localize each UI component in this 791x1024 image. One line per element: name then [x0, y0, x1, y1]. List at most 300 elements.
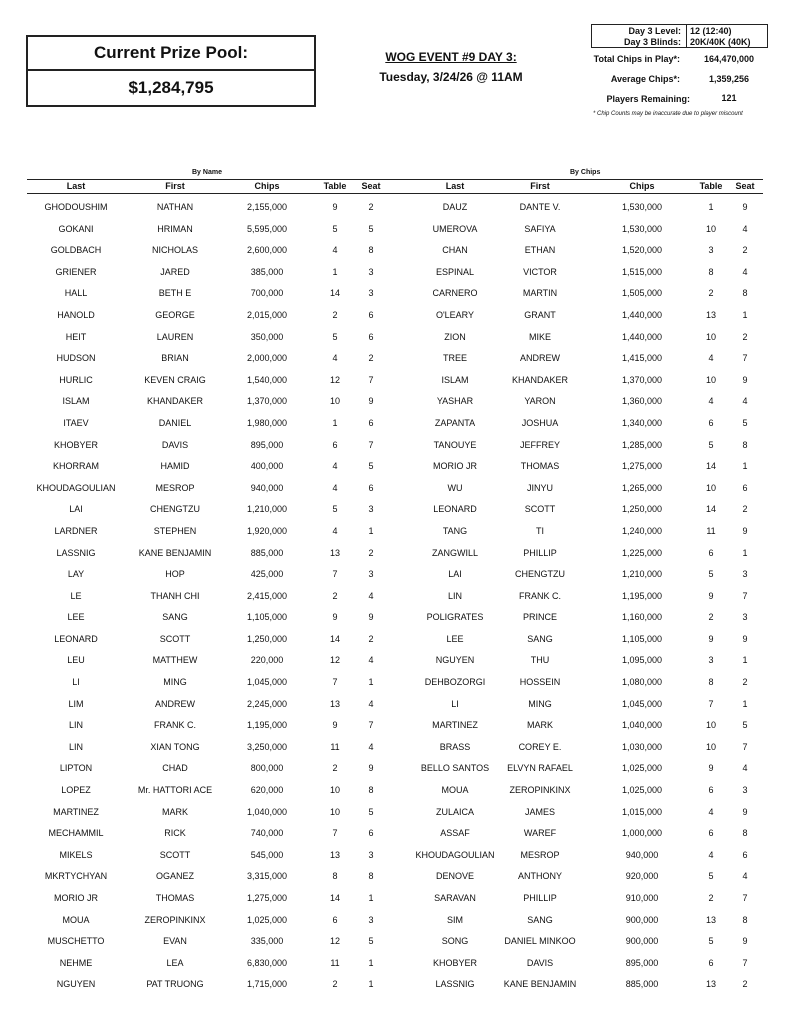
by-name-first-cell: NICHOLAS: [151, 245, 198, 256]
by-chips-table-cell: 5: [708, 936, 714, 947]
players-remaining-label: Players Remaining:: [606, 94, 690, 104]
by-chips-chips-cell: 900,000: [625, 914, 659, 925]
by-name-seat-cell: 4: [368, 741, 374, 752]
by-chips-last-cell: O'LEARY: [435, 309, 475, 320]
by-chips-chips-cell: 895,000: [625, 957, 659, 968]
by-chips-table-cell: 3: [708, 655, 714, 666]
by-name-last-cell: GHODOUSHIM: [44, 202, 108, 212]
by-chips-seat-cell: 9: [742, 806, 748, 817]
by-chips-chips-cell: 1,030,000: [621, 741, 663, 752]
prize-pool-box: [26, 35, 316, 107]
by-name-table-cell: 2: [332, 979, 338, 990]
by-chips-last-cell: NGUYEN: [435, 655, 475, 666]
prize-pool-title: Current Prize Pool:: [28, 37, 314, 71]
by-name-last-cell: HUDSON: [56, 353, 96, 364]
by-chips-chips-cell: 1,265,000: [621, 482, 663, 493]
by-chips-seat-cell: 3: [742, 612, 748, 623]
by-name-first-cell: KEVEN CRAIG: [144, 374, 206, 385]
by-name-table-cell: 14: [329, 633, 340, 644]
by-chips-last-cell: ZULAICA: [435, 806, 474, 817]
by-name-first-cell: SCOTT: [159, 633, 191, 644]
by-name-seat-cell: 6: [368, 828, 374, 839]
players-remaining-value: 121: [721, 93, 737, 103]
table-row: [0, 737, 791, 759]
by-chips-chips-cell: 1,530,000: [621, 202, 663, 212]
by-name-table-cell: 2: [332, 763, 338, 774]
by-chips-table-cell: 14: [705, 504, 716, 515]
by-name-first-cell: HRIMAN: [157, 223, 193, 234]
by-chips-chips-cell: 1,080,000: [621, 677, 663, 688]
by-name-last-cell: LIN: [68, 720, 83, 731]
by-name-chips-cell: 1,980,000: [246, 417, 288, 428]
by-name-seat-cell: 4: [368, 590, 374, 601]
by-chips-chips-cell: 1,515,000: [621, 266, 663, 277]
by-name-table-cell: 12: [329, 936, 340, 947]
by-name-table-cell: 10: [329, 396, 340, 407]
by-name-chips-cell: 425,000: [250, 569, 284, 580]
by-chips-seat-cell: 4: [742, 223, 748, 234]
by-chips-first-cell: JEFFREY: [519, 439, 560, 450]
table-row: [0, 694, 791, 716]
by-name-last-cell: NEHME: [59, 957, 93, 968]
by-name-last-cell: LIN: [68, 741, 83, 752]
by-name-seat-cell: 4: [368, 698, 374, 709]
by-chips-seat-cell: 1: [742, 461, 748, 472]
by-chips-chips-cell: 920,000: [625, 871, 659, 882]
by-name-seat-cell: 9: [368, 763, 374, 774]
by-chips-first-cell: WAREF: [523, 828, 557, 839]
by-name-chips-cell: 400,000: [250, 461, 284, 472]
by-chips-seat-cell: 2: [742, 979, 748, 990]
by-name-seat-cell: 8: [368, 785, 374, 796]
by-chips-first-cell: SANG: [527, 914, 553, 925]
by-name-first-cell: LEA: [166, 957, 184, 968]
by-chips-seat-cell: 7: [742, 590, 748, 601]
by-chips-last-cell: LEE: [446, 633, 464, 644]
by-chips-last-cell: ASSAF: [440, 828, 470, 839]
by-name-seat-cell: 6: [368, 417, 374, 428]
by-chips-table-cell: 6: [708, 828, 714, 839]
by-name-seat-cell: 3: [368, 266, 374, 277]
by-chips-last-cell: POLIGRATES: [426, 612, 484, 623]
by-name-table-cell: 9: [332, 612, 338, 623]
by-chips-last-cell: ISLAM: [441, 374, 469, 385]
by-chips-last-cell: YASHAR: [436, 396, 474, 407]
by-name-first-cell: MING: [163, 677, 187, 688]
by-name-last-cell: MKRTYCHYAN: [44, 871, 108, 882]
by-name-chips-cell: 700,000: [250, 288, 284, 299]
by-chips-chips-cell: 1,210,000: [621, 569, 663, 580]
by-chips-table-cell: 2: [708, 288, 714, 299]
by-name-first-cell: BETH E: [158, 288, 192, 299]
by-chips-last-cell: MARTINEZ: [432, 720, 478, 731]
by-name-table-cell: 12: [329, 374, 340, 385]
by-chips-last-cell: LI: [451, 698, 459, 709]
by-name-first-cell: HOP: [165, 569, 185, 580]
by-chips-chips-cell: 1,530,000: [621, 223, 663, 234]
by-chips-first-cell: PHILLIP: [523, 893, 557, 903]
by-chips-first-cell: GRANT: [524, 309, 556, 320]
header-seat-by-chips: Seat: [735, 181, 755, 191]
by-name-first-cell: LAUREN: [156, 331, 194, 342]
by-chips-last-cell: DENOVE: [435, 871, 474, 882]
by-name-first-cell: ZEROPINKINX: [144, 914, 206, 925]
table-row: [0, 953, 791, 975]
by-chips-chips-cell: 910,000: [625, 893, 659, 903]
by-name-first-cell: CHAD: [162, 763, 188, 774]
by-chips-last-cell: LASSNIG: [435, 979, 475, 990]
header-last-by-name: Last: [66, 181, 86, 191]
by-chips-table-cell: 6: [708, 547, 714, 558]
by-name-last-cell: GOLDBACH: [50, 245, 102, 256]
by-name-first-cell: SCOTT: [159, 849, 191, 860]
table-row: [0, 974, 791, 996]
by-name-table-cell: 5: [332, 331, 338, 342]
average-chips-value: 1,359,256: [708, 74, 750, 84]
by-name-chips-cell: 1,210,000: [246, 504, 288, 515]
by-chips-chips-cell: 1,520,000: [621, 245, 663, 256]
table-row: [0, 931, 791, 953]
by-name-first-cell: FRANK C.: [153, 720, 196, 731]
by-name-seat-cell: 1: [368, 893, 374, 903]
by-chips-first-cell: JOSHUA: [521, 417, 559, 428]
level-box: [591, 24, 768, 48]
by-chips-table-cell: 13: [705, 309, 716, 320]
by-chips-first-cell: PHILLIP: [523, 547, 557, 558]
prize-pool-value: $1,284,795: [128, 78, 214, 97]
by-chips-chips-cell: 1,025,000: [621, 785, 663, 796]
by-name-first-cell: NATHAN: [156, 202, 194, 212]
by-chips-first-cell: HOSSEIN: [519, 677, 561, 688]
by-chips-seat-cell: 6: [742, 482, 748, 493]
by-name-section-label: By Name: [192, 169, 222, 176]
by-name-seat-cell: 1: [368, 677, 374, 688]
by-chips-last-cell: ZION: [444, 331, 466, 342]
by-name-first-cell: HAMID: [160, 461, 190, 472]
by-name-chips-cell: 1,040,000: [246, 806, 288, 817]
table-row: [0, 780, 791, 802]
by-name-chips-cell: 1,045,000: [246, 677, 288, 688]
by-name-table-cell: 13: [329, 547, 340, 558]
by-chips-seat-cell: 9: [742, 374, 748, 385]
table-row: [0, 845, 791, 867]
by-chips-last-cell: BRASS: [439, 741, 471, 752]
by-chips-chips-cell: 1,095,000: [621, 655, 663, 666]
by-chips-chips-cell: 1,160,000: [621, 612, 663, 623]
table-row: [0, 802, 791, 824]
by-name-chips-cell: 1,275,000: [246, 893, 288, 903]
header-first-by-chips: First: [530, 181, 550, 191]
by-name-last-cell: LIM: [68, 698, 84, 709]
table-row: [0, 197, 791, 219]
by-name-first-cell: OGANEZ: [155, 871, 194, 882]
by-name-last-cell: MIKELS: [59, 849, 93, 860]
by-chips-chips-cell: 1,025,000: [621, 763, 663, 774]
by-chips-chips-cell: 1,370,000: [621, 374, 663, 385]
by-name-first-cell: DAVIS: [161, 439, 189, 450]
by-name-chips-cell: 2,245,000: [246, 698, 288, 709]
by-chips-seat-cell: 4: [742, 871, 748, 882]
table-row: [0, 866, 791, 888]
by-name-chips-cell: 350,000: [250, 331, 284, 342]
by-name-seat-cell: 2: [368, 633, 374, 644]
by-chips-table-cell: 2: [708, 612, 714, 623]
standings-rows: [0, 197, 791, 996]
table-row: [0, 758, 791, 780]
by-name-last-cell: MOUA: [62, 914, 90, 925]
by-name-first-cell: KANE BENJAMIN: [138, 547, 212, 558]
by-name-chips-cell: 885,000: [250, 547, 284, 558]
by-name-last-cell: MORIO JR: [54, 893, 98, 903]
by-chips-last-cell: SARAVAN: [434, 893, 476, 903]
by-chips-first-cell: DAVIS: [526, 957, 554, 968]
by-chips-table-cell: 1: [708, 202, 714, 212]
by-name-chips-cell: 6,830,000: [246, 957, 288, 968]
by-name-first-cell: BRIAN: [161, 353, 189, 364]
by-name-chips-cell: 1,025,000: [246, 914, 288, 925]
table-row: [0, 413, 791, 435]
by-name-chips-cell: 895,000: [250, 439, 284, 450]
by-chips-table-cell: 6: [708, 785, 714, 796]
by-chips-seat-cell: 7: [742, 893, 748, 903]
by-chips-table-cell: 5: [708, 871, 714, 882]
total-chips-label: Total Chips in Play*:: [593, 54, 680, 64]
by-name-table-cell: 9: [332, 202, 338, 212]
by-name-chips-cell: 1,105,000: [246, 612, 288, 623]
by-chips-first-cell: MIKE: [528, 331, 551, 342]
by-name-table-cell: 6: [332, 914, 338, 925]
blinds-label: Day 3 Blinds:: [623, 37, 681, 47]
by-chips-first-cell: ETHAN: [524, 245, 556, 256]
by-chips-seat-cell: 8: [742, 914, 748, 925]
by-chips-chips-cell: 900,000: [625, 936, 659, 947]
by-chips-chips-cell: 1,440,000: [621, 309, 663, 320]
by-name-seat-cell: 6: [368, 309, 374, 320]
by-chips-table-cell: 2: [708, 893, 714, 903]
by-name-last-cell: MARTINEZ: [53, 806, 99, 817]
by-name-seat-cell: 4: [368, 655, 374, 666]
by-name-first-cell: JARED: [160, 266, 190, 277]
by-chips-first-cell: ANDREW: [520, 353, 560, 364]
by-name-chips-cell: 2,000,000: [246, 353, 288, 364]
table-row: [0, 262, 791, 284]
by-name-chips-cell: 800,000: [250, 763, 284, 774]
by-name-first-cell: PAT TRUONG: [146, 979, 204, 990]
header-first-by-name: First: [165, 181, 185, 191]
header-table-by-name: Table: [323, 181, 347, 191]
by-name-seat-cell: 2: [368, 353, 374, 364]
by-chips-chips-cell: 1,285,000: [621, 439, 663, 450]
by-name-table-cell: 2: [332, 309, 338, 320]
by-chips-first-cell: FRANK C.: [518, 590, 561, 601]
by-name-last-cell: LEE: [67, 612, 85, 623]
by-name-chips-cell: 940,000: [250, 482, 284, 493]
table-row: [0, 564, 791, 586]
blinds-value: 20K/40K (40K): [690, 37, 751, 47]
level-label: Day 3 Level:: [628, 26, 681, 36]
by-name-table-cell: 9: [332, 720, 338, 731]
by-chips-last-cell: ZANGWILL: [431, 547, 478, 558]
by-chips-last-cell: UMEROVA: [432, 223, 478, 234]
by-chips-first-cell: DANIEL MINKOO: [504, 936, 576, 947]
by-name-last-cell: LE: [70, 590, 82, 601]
by-name-table-cell: 7: [332, 828, 338, 839]
table-row: [0, 370, 791, 392]
by-name-table-cell: 10: [329, 806, 340, 817]
by-name-last-cell: LI: [72, 677, 80, 688]
table-row: [0, 910, 791, 932]
by-chips-first-cell: MESROP: [520, 849, 560, 860]
by-name-first-cell: THANH CHI: [150, 590, 200, 601]
by-name-chips-cell: 2,600,000: [246, 245, 288, 256]
by-name-table-cell: 4: [332, 245, 338, 256]
by-name-chips-cell: 620,000: [250, 785, 284, 796]
by-name-last-cell: MUSCHETTO: [47, 936, 105, 947]
by-name-seat-cell: 6: [368, 331, 374, 342]
by-name-table-cell: 6: [332, 439, 338, 450]
by-name-chips-cell: 2,015,000: [246, 309, 288, 320]
by-name-first-cell: SANG: [162, 612, 188, 623]
by-chips-first-cell: ZEROPINKINX: [509, 785, 571, 796]
header-chips-by-chips: Chips: [629, 181, 655, 191]
by-chips-chips-cell: 940,000: [625, 849, 659, 860]
by-chips-table-cell: 14: [705, 461, 716, 472]
by-chips-seat-cell: 9: [742, 202, 748, 212]
by-name-seat-cell: 3: [368, 504, 374, 515]
by-chips-table-cell: 10: [705, 223, 716, 234]
by-chips-table-cell: 9: [708, 763, 714, 774]
by-name-seat-cell: 1: [368, 979, 374, 990]
by-name-table-cell: 14: [329, 893, 340, 903]
by-name-table-cell: 5: [332, 223, 338, 234]
by-chips-chips-cell: 1,000,000: [621, 828, 663, 839]
by-chips-last-cell: MORIO JR: [433, 461, 477, 472]
by-chips-first-cell: THOMAS: [520, 461, 560, 472]
event-date: Tuesday, 3/24/26 @ 11AM: [379, 70, 523, 84]
table-row: [0, 391, 791, 413]
by-chips-table-cell: 8: [708, 677, 714, 688]
by-name-table-cell: 13: [329, 698, 340, 709]
by-name-table-cell: 8: [332, 871, 338, 882]
by-chips-seat-cell: 1: [742, 698, 748, 709]
by-chips-seat-cell: 6: [742, 849, 748, 860]
by-chips-chips-cell: 885,000: [625, 979, 659, 990]
by-chips-table-cell: 4: [708, 396, 714, 407]
by-name-last-cell: HEIT: [65, 331, 87, 342]
by-name-last-cell: LEONARD: [54, 633, 98, 644]
table-row: [0, 240, 791, 262]
by-chips-seat-cell: 9: [742, 633, 748, 644]
by-chips-seat-cell: 8: [742, 439, 748, 450]
table-row: [0, 629, 791, 651]
by-chips-chips-cell: 1,105,000: [621, 633, 663, 644]
by-name-table-cell: 11: [330, 741, 340, 752]
table-row: [0, 823, 791, 845]
by-name-table-cell: 4: [332, 461, 338, 472]
by-name-table-cell: 1: [332, 266, 338, 277]
by-chips-last-cell: SONG: [441, 936, 469, 947]
by-name-first-cell: EVAN: [163, 936, 187, 947]
by-name-seat-cell: 3: [368, 849, 374, 860]
by-chips-last-cell: WU: [447, 482, 463, 493]
by-name-chips-cell: 385,000: [250, 266, 284, 277]
by-name-table-cell: 12: [329, 655, 340, 666]
by-name-last-cell: KHOBYER: [53, 439, 98, 450]
by-name-chips-cell: 740,000: [250, 828, 284, 839]
by-chips-first-cell: DANTE V.: [519, 202, 561, 212]
by-name-seat-cell: 9: [368, 612, 374, 623]
by-chips-seat-cell: 7: [742, 957, 748, 968]
by-name-last-cell: LARDNER: [54, 525, 98, 536]
by-chips-first-cell: COREY E.: [518, 741, 562, 752]
by-name-first-cell: RICK: [164, 828, 186, 839]
by-name-seat-cell: 6: [368, 482, 374, 493]
by-name-seat-cell: 8: [368, 871, 374, 882]
by-chips-table-cell: 4: [708, 353, 714, 364]
by-name-last-cell: LAI: [69, 504, 83, 515]
by-chips-first-cell: JAMES: [524, 806, 555, 817]
by-chips-table-cell: 13: [705, 979, 716, 990]
table-row: [0, 715, 791, 737]
chip-count-disclaimer: * Chip Counts may be inaccurate due to player miscount: [593, 111, 743, 117]
table-row: [0, 478, 791, 500]
table-row: [0, 305, 791, 327]
event-title: WOG EVENT #9 DAY 3:: [385, 50, 517, 64]
table-row: [0, 456, 791, 478]
by-name-chips-cell: 5,595,000: [246, 223, 288, 234]
by-chips-table-cell: 6: [708, 957, 714, 968]
by-chips-table-cell: 10: [705, 482, 716, 493]
table-row: [0, 499, 791, 521]
by-chips-table-cell: 8: [708, 266, 714, 277]
by-chips-first-cell: MARK: [526, 720, 553, 731]
by-chips-seat-cell: 1: [742, 309, 748, 320]
by-chips-last-cell: KHOBYER: [432, 957, 477, 968]
by-chips-first-cell: YARON: [524, 396, 556, 407]
by-chips-first-cell: PRINCE: [522, 612, 557, 623]
by-name-chips-cell: 2,415,000: [246, 590, 288, 601]
by-chips-table-cell: 10: [705, 741, 716, 752]
table-row: [0, 348, 791, 370]
by-chips-seat-cell: 1: [742, 655, 748, 666]
by-chips-first-cell: TI: [536, 525, 544, 536]
by-name-first-cell: MATTHEW: [152, 655, 198, 666]
by-name-seat-cell: 5: [368, 806, 374, 817]
level-divider: [686, 25, 687, 47]
by-name-last-cell: HANOLD: [57, 309, 95, 320]
by-name-last-cell: ITAEV: [63, 417, 89, 428]
by-name-first-cell: ANDREW: [155, 698, 195, 709]
by-chips-seat-cell: 5: [742, 417, 748, 428]
by-name-seat-cell: 7: [368, 720, 374, 731]
by-name-seat-cell: 7: [368, 374, 374, 385]
by-chips-last-cell: BELLO SANTOS: [420, 763, 490, 774]
table-row: [0, 672, 791, 694]
by-name-table-cell: 10: [329, 785, 340, 796]
by-chips-last-cell: CHAN: [442, 245, 468, 256]
by-chips-seat-cell: 8: [742, 288, 748, 299]
by-chips-first-cell: MARTIN: [522, 288, 558, 299]
by-name-chips-cell: 220,000: [250, 655, 284, 666]
by-name-last-cell: ISLAM: [62, 396, 90, 407]
table-row: [0, 521, 791, 543]
table-header-row: [27, 179, 763, 194]
by-name-table-cell: 1: [332, 417, 338, 428]
by-chips-seat-cell: 2: [742, 677, 748, 688]
by-chips-section-label: By Chips: [570, 169, 601, 176]
by-name-first-cell: CHENGTZU: [150, 504, 200, 515]
by-chips-last-cell: LEONARD: [433, 504, 477, 515]
